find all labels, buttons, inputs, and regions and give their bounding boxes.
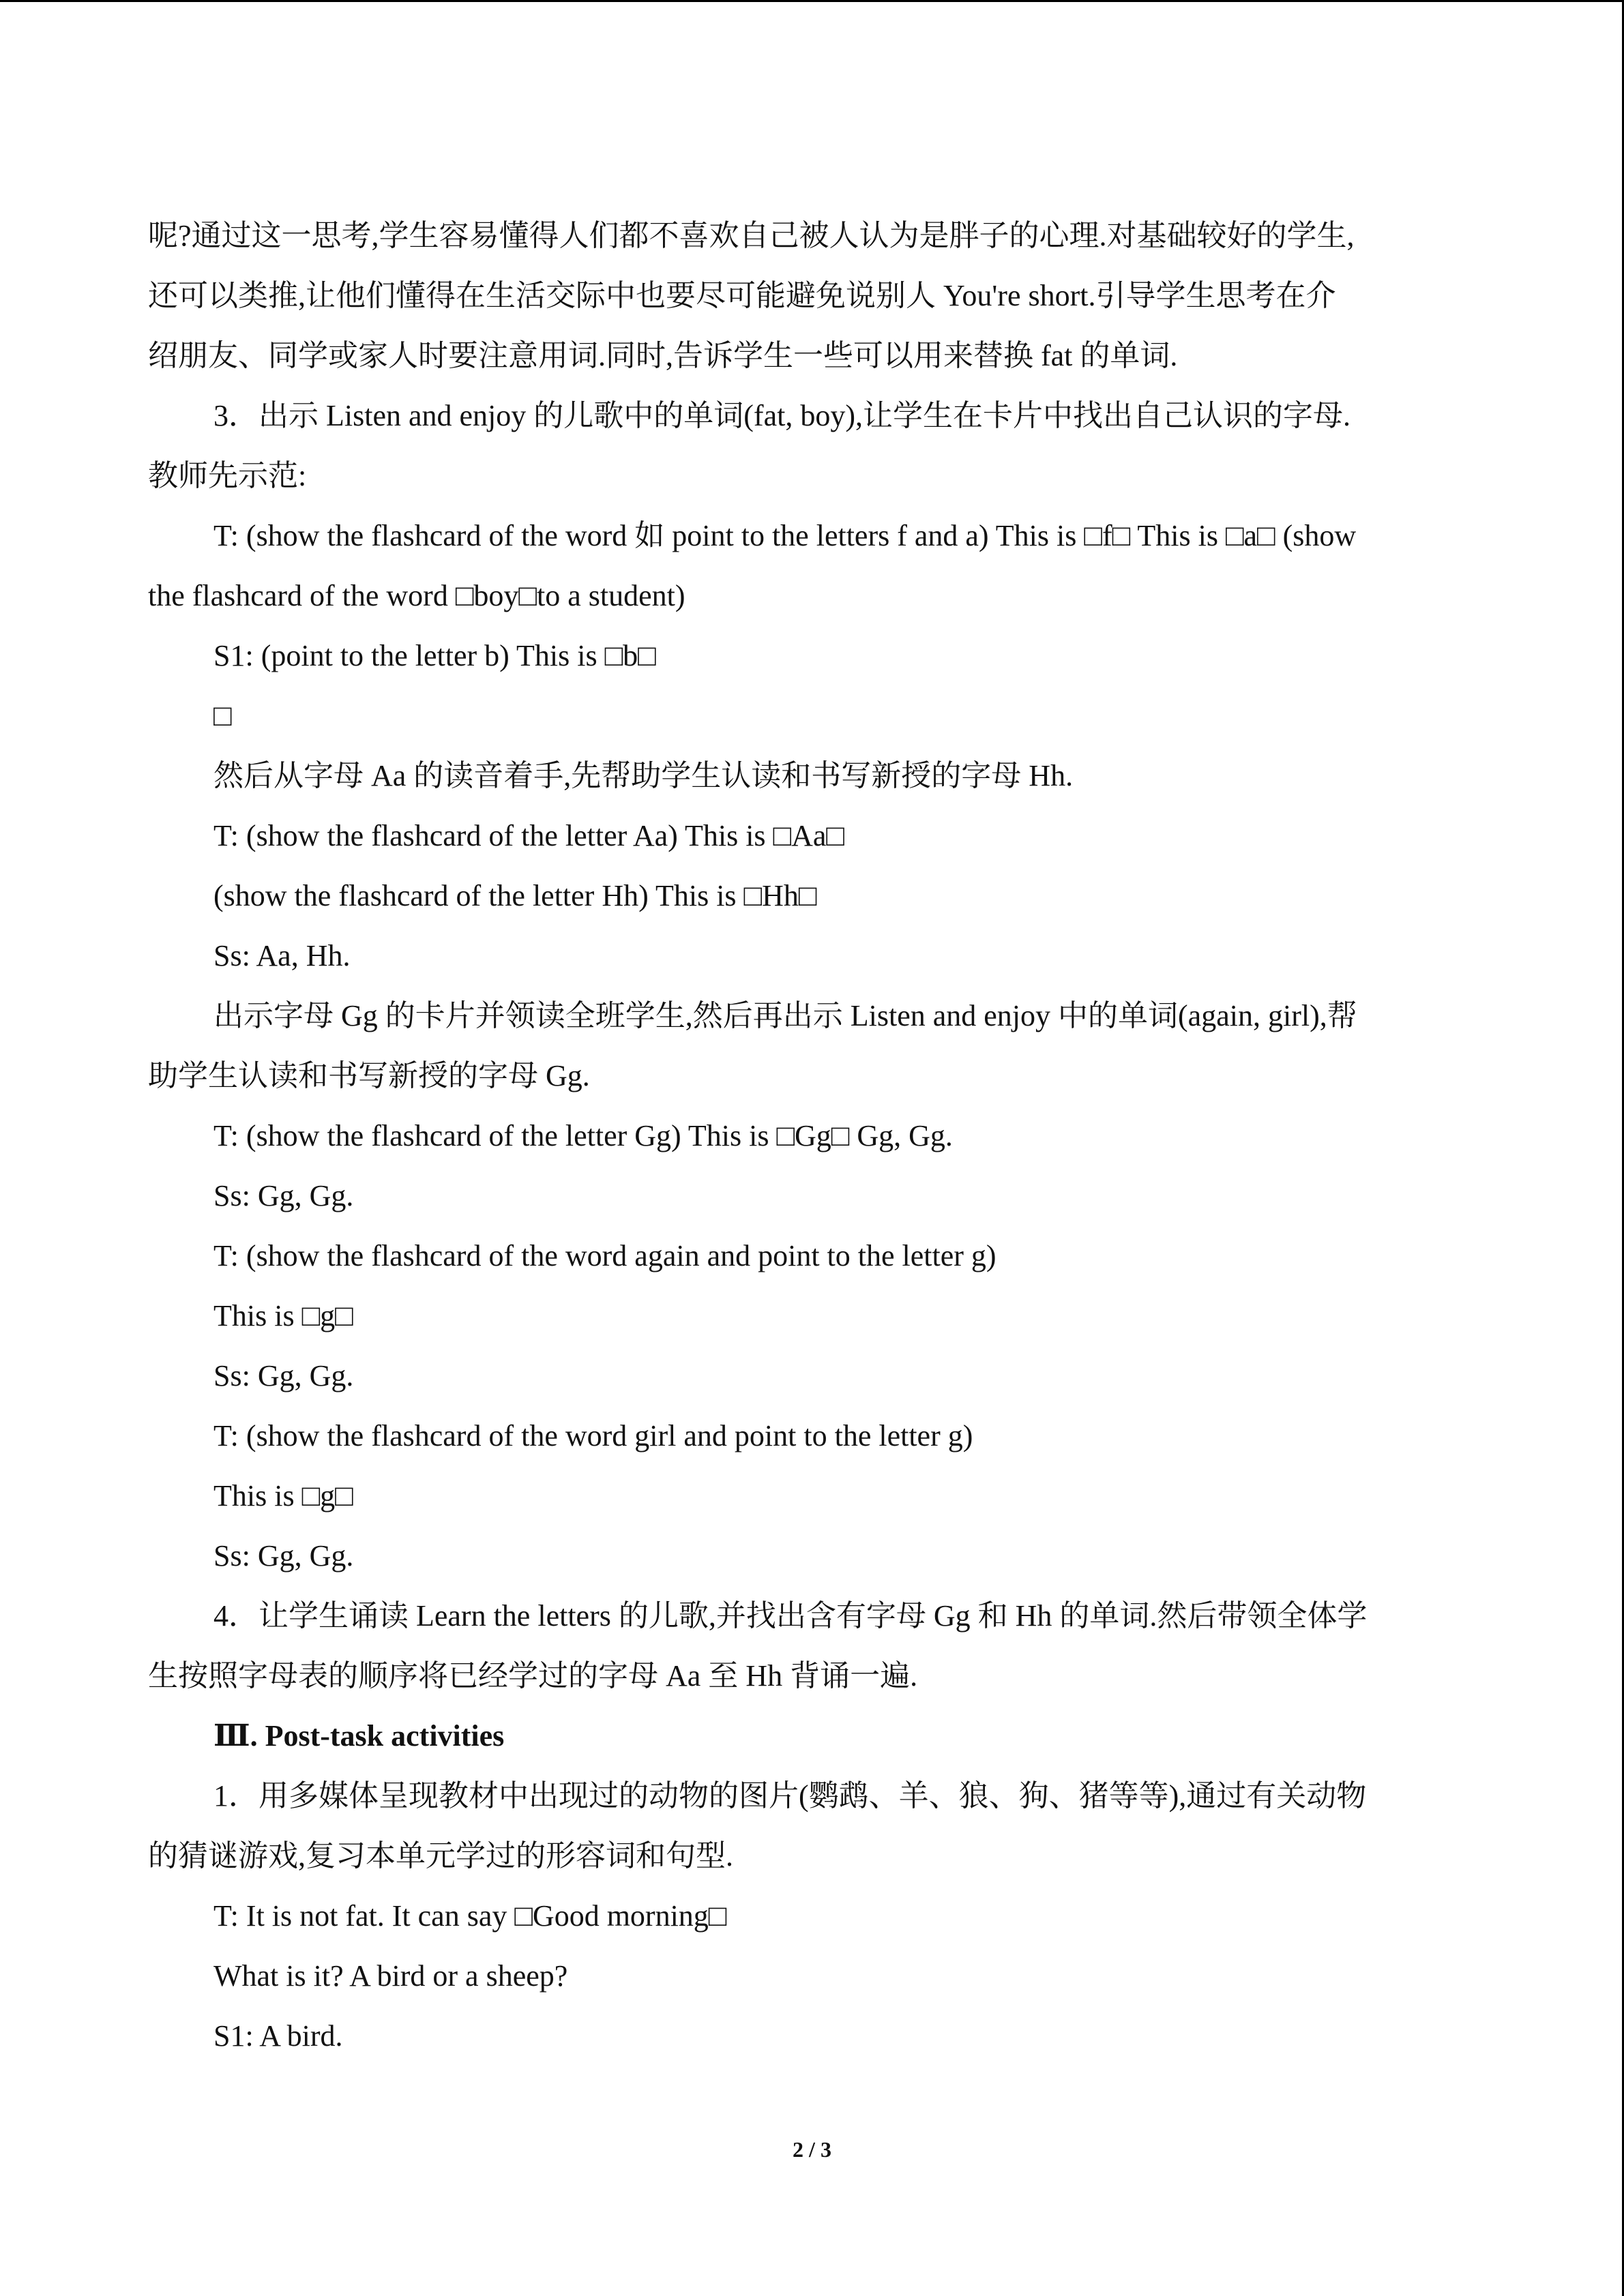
text-line: Ss: Gg, Gg.	[213, 1179, 354, 1212]
text-line: 4．让学生诵读 Learn the letters 的儿歌,并找出含有字母 Gg 和 Hh 的单词.然后带领全体学	[213, 1599, 1368, 1632]
text-line: T: It is not fat. It can say □Good morning□	[213, 1899, 727, 1933]
text-line: (show the flashcard of the letter Hh) This is □Hh□	[213, 879, 817, 912]
text-line: This is □g□	[213, 1479, 353, 1512]
text-line: What is it? A bird or a sheep?	[213, 1959, 568, 1993]
text-line: 助学生认读和书写新授的字母 Gg.	[148, 1059, 590, 1092]
text-line: This is □g□	[213, 1299, 353, 1332]
page-number: 2 / 3	[793, 2137, 831, 2162]
text-line: S1: A bird.	[213, 2019, 343, 2053]
section-heading: Ⅲ. Post-task activities	[213, 1719, 505, 1753]
text-line: 出示字母 Gg 的卡片并领读全班学生,然后再出示 Listen and enjoy 中的单词(again, girl),帮	[213, 999, 1357, 1032]
text-line: the flashcard of the word □boy□to a student)	[148, 579, 685, 612]
text-line: T: (show the flashcard of the letter Aa) This is □Aa□	[213, 819, 845, 852]
text-line: Ss: Aa, Hh.	[213, 939, 351, 972]
text-line: 的猜谜游戏,复习本单元学过的形容词和句型.	[148, 1839, 733, 1873]
text-line: 1．用多媒体呈现教材中出现过的动物的图片(鹦鹉、羊、狼、狗、猪等等),通过有关动物	[213, 1779, 1367, 1813]
text-line: 然后从字母 Aa 的读音着手,先帮助学生认读和书写新授的字母 Hh.	[213, 759, 1074, 792]
text-line: T: (show the flashcard of the word girl and point to the letter g)	[213, 1419, 973, 1452]
text-line: 教师先示范:	[148, 459, 307, 492]
text-line: 生按照字母表的顺序将已经学过的字母 Aa 至 Hh 背诵一遍.	[148, 1659, 918, 1693]
text-line: □	[213, 699, 232, 732]
text-line: T: (show the flashcard of the word 如 point to the letters f and a) This is □f□ This is □a□ (show	[213, 519, 1357, 552]
text-line: 绍朋友、同学或家人时要注意用词.同时,告诉学生一些可以用来替换 fat 的单词.	[148, 339, 1178, 372]
text-line: 3．出示 Listen and enjoy 的儿歌中的单词(fat, boy),让学生在卡片中找出自己认识的字母.	[213, 399, 1350, 432]
text-line: T: (show the flashcard of the letter Gg) This is □Gg□ Gg, Gg.	[213, 1119, 953, 1152]
text-line: 还可以类推,让他们懂得在生活交际中也要尽可能避免说别人 You're short.引导学生思考在介	[148, 279, 1336, 312]
text-line: T: (show the flashcard of the word again and point to the letter g)	[213, 1239, 996, 1272]
text-line: Ss: Gg, Gg.	[213, 1539, 354, 1572]
text-line: S1: (point to the letter b) This is □b□	[213, 639, 656, 672]
text-line: Ss: Gg, Gg.	[213, 1359, 354, 1392]
top-border	[0, 0, 1624, 2]
document-body	[148, 206, 1477, 2066]
text-line: 呢?通过这一思考,学生容易懂得人们都不喜欢自己被人认为是胖子的心理.对基础较好的学生,	[148, 219, 1355, 252]
